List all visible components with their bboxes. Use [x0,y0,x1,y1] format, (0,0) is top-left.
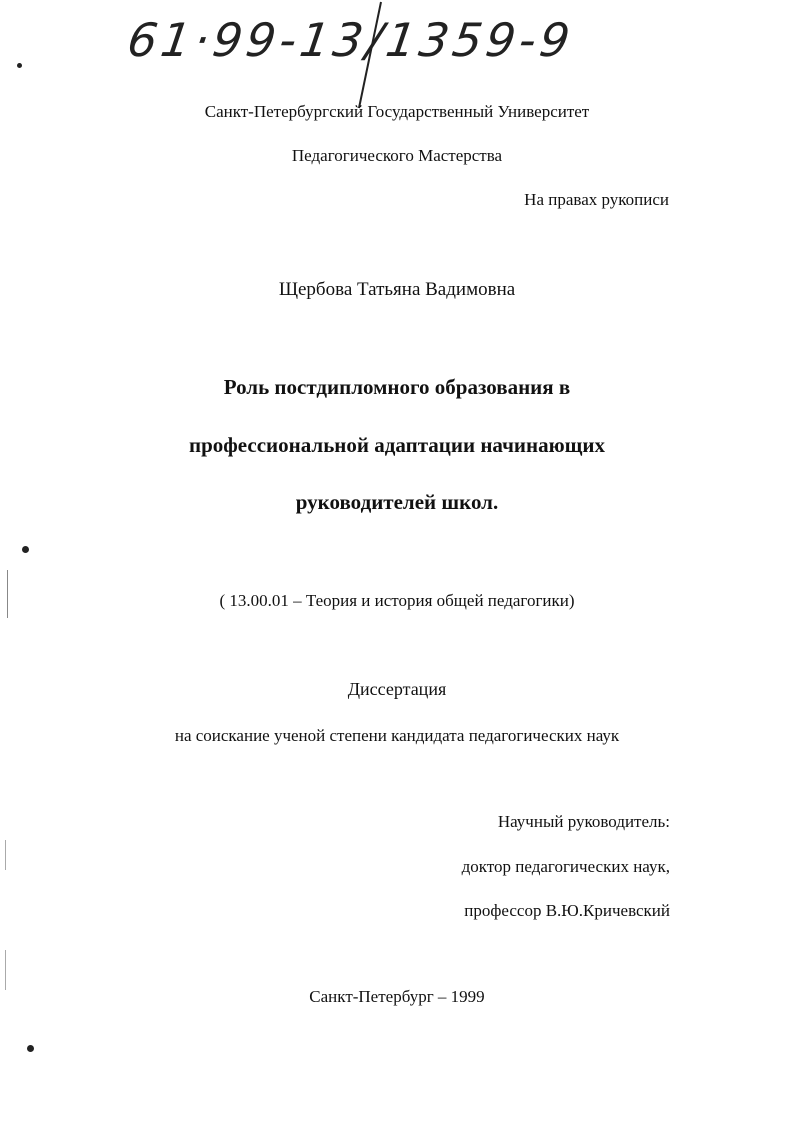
margin-dot-bottom [27,1045,34,1052]
specialty-code: ( 13.00.01 – Теория и история общей педагогики) [219,591,575,610]
margin-dot-top [17,63,22,68]
advisor-degree: доктор педагогических наук, [461,857,670,876]
handwritten-slash-stroke [355,0,385,110]
margin-scan-line-2 [5,840,6,870]
advisor-label: Научный руководитель: [497,812,670,831]
title-line-3: руководителей школ. [295,490,499,514]
title-line-2: профессиональной адаптации начинающих [189,433,605,457]
author-name: Щербова Татьяна Вадимовна [278,279,516,300]
document-type: Диссертация [347,679,447,699]
degree-sought: на соискание ученой степени кандидата педагогических наук [174,726,620,745]
handwritten-registry-number: 61·99-13/1359-9 [124,13,578,67]
faculty-name: Педагогического Мастерства [291,146,503,165]
university-name: Санкт-Петербургский Государственный Университет [204,102,590,121]
title-line-1: Роль постдипломного образования в [223,375,571,399]
margin-dot-middle [22,546,29,553]
margin-scan-line-3 [5,950,6,990]
manuscript-rights: На правах рукописи [524,190,669,209]
city-year: Санкт-Петербург – 1999 [309,987,485,1006]
advisor-name: профессор В.Ю.Кричевский [464,901,670,920]
